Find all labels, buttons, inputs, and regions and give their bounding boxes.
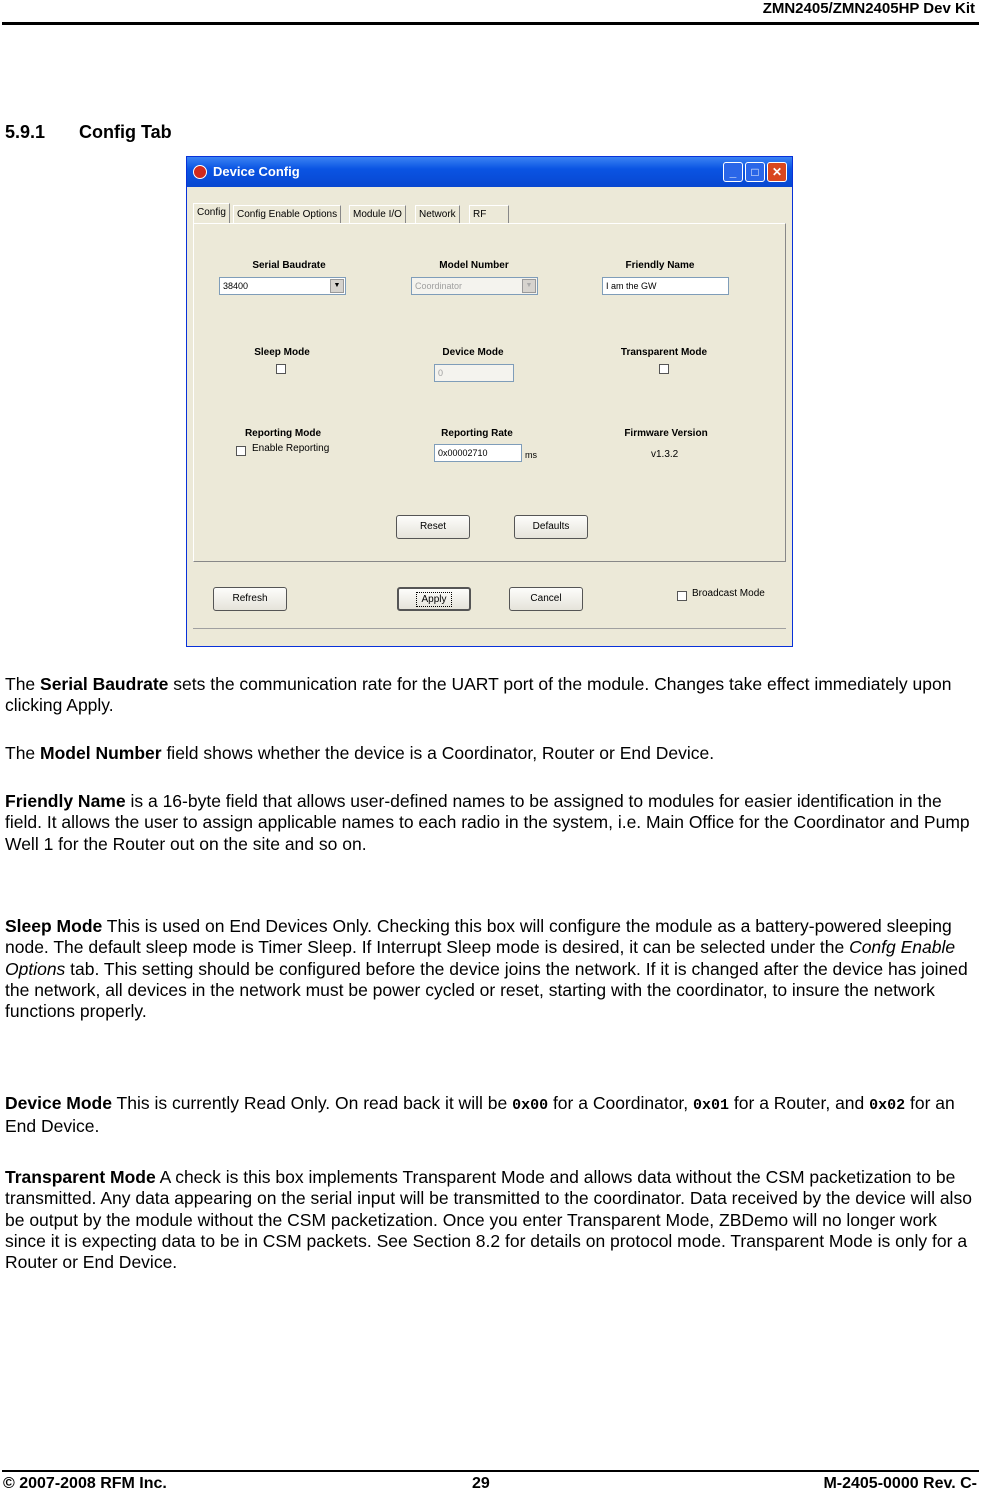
config-panel [193, 223, 786, 562]
footer-copyright: © 2007-2008 RFM Inc. [3, 1475, 167, 1492]
footer-page-number: 29 [472, 1475, 490, 1492]
friendly-name-label: Friendly Name [625, 260, 695, 271]
term-transparent-mode: Transparent Mode [5, 1167, 156, 1187]
para-pre: The [5, 674, 41, 694]
model-number-select [411, 277, 538, 295]
paragraph-sleep-mode [5, 916, 975, 1022]
model-number-label: Model Number [439, 260, 509, 271]
header-title: ZMN2405/ZMN2405HP Dev Kit [762, 0, 975, 17]
maximize-icon[interactable]: □ [745, 162, 765, 182]
paragraph-serial-baudrate [5, 674, 975, 717]
paragraph-friendly-name [5, 791, 975, 855]
para-text: field shows whether the device is a Coordinator, Router or End Device. [161, 743, 715, 763]
tab-config-enable-options[interactable]: Config Enable Options [233, 205, 341, 223]
section-number: 5.9.1 [5, 122, 46, 142]
term-model-number: Model Number [40, 743, 162, 763]
chevron-down-icon: ▼ [522, 279, 536, 293]
friendly-name-value: I am the GW [606, 281, 657, 291]
defaults-button[interactable]: Defaults [514, 515, 588, 539]
reporting-rate-value: 0x00002710 [438, 448, 488, 458]
tab-rf[interactable]: RF [469, 205, 509, 223]
apply-button[interactable] [397, 587, 471, 611]
para-pre: The [5, 743, 41, 763]
device-mode-value: 0 [438, 368, 444, 378]
reset-button[interactable]: Reset [396, 515, 470, 539]
firmware-version-value: v1.3.2 [651, 449, 679, 460]
enable-reporting-checkbox[interactable] [236, 446, 246, 456]
section-title: Config Tab [79, 122, 172, 142]
app-icon [193, 165, 207, 179]
para-text-1: This is currently Read Only. On read back it will be [111, 1093, 513, 1113]
term-serial-baudrate: Serial Baudrate [40, 674, 169, 694]
reporting-rate-input[interactable] [434, 444, 522, 462]
sleep-mode-checkbox[interactable] [276, 364, 286, 374]
tab-network[interactable]: Network [415, 205, 460, 223]
para-text: sets the communication rate for the UART port of the module. Changes take effect immediately upon clicking Apply. [5, 674, 952, 716]
chevron-down-icon[interactable]: ▼ [330, 279, 344, 293]
tab-bar [193, 203, 786, 224]
reporting-rate-unit: ms [525, 450, 537, 460]
footer-rule [2, 1470, 979, 1472]
code-coordinator: 0x00 [512, 1097, 549, 1114]
reporting-mode-label: Reporting Mode [244, 428, 322, 439]
term-friendly-name: Friendly Name [5, 791, 126, 811]
term-device-mode: Device Mode [5, 1093, 112, 1113]
serial-baudrate-value: 38400 [223, 281, 249, 291]
sleep-mode-label: Sleep Mode [254, 347, 310, 358]
tab-config[interactable]: Config [193, 203, 230, 224]
device-config-window [186, 156, 793, 647]
cancel-button[interactable]: Cancel [509, 587, 583, 611]
section-heading [5, 122, 172, 143]
para-text-4: for an End Device. [5, 1093, 955, 1137]
transparent-mode-label: Transparent Mode [620, 347, 708, 358]
friendly-name-input[interactable] [602, 277, 729, 295]
paragraph-device-mode [5, 1093, 975, 1138]
serial-baudrate-select[interactable] [219, 277, 346, 295]
para-text-2: tab. This setting should be configured before the device joins the network. If it is changed after the device has joined the network, all devices in the network must be power cycled or reset, starting with the coordinator, to insure the network functions properly. [5, 958, 968, 1022]
apply-label: Apply [416, 592, 451, 607]
device-mode-input [434, 364, 514, 382]
reporting-rate-label: Reporting Rate [441, 428, 513, 439]
paragraph-model-number [5, 743, 975, 764]
serial-baudrate-label: Serial Baudrate [252, 260, 326, 271]
term-sleep-mode: Sleep Mode [5, 916, 103, 936]
refresh-button[interactable]: Refresh [213, 587, 287, 611]
para-text: A check is this box implements Transparent Mode and allows data without the CSM packetization to be transmitted. Any data appearing on the serial input will be transmitted to the coordinator. Data received by the device will also be output by the module without the CSM packetization. Once you enter Transparent Mode, ZBDemo will no longer work since it is expecting data to be in CSM packets. See Section 8.2 for details on protocol mode. Transparent Mode is only for a Router or End Device. [5, 1167, 972, 1273]
para-text-3: for a Router, and [729, 1093, 870, 1113]
transparent-mode-checkbox[interactable] [659, 364, 669, 374]
footer-doc-number: M-2405-0000 Rev. C- [823, 1475, 977, 1492]
enable-reporting-label: Enable Reporting [252, 443, 330, 454]
window-separator [193, 628, 786, 629]
paragraph-transparent-mode [5, 1167, 975, 1273]
title-bar[interactable] [187, 157, 792, 187]
firmware-version-label: Firmware Version [624, 428, 708, 439]
broadcast-mode-label: Broadcast Mode [692, 588, 765, 599]
model-number-value: Coordinator [415, 281, 463, 291]
para-text-2: for a Coordinator, [548, 1093, 694, 1113]
window-title: Device Config [213, 164, 300, 179]
para-italic: Confg Enable Options [5, 937, 956, 979]
device-mode-label: Device Mode [442, 347, 504, 358]
para-text: is a 16-byte field that allows user-defined names to be assigned to modules for easier identification in the field. It allows the user to assign applicable names to each radio in the system, i.e. Main Office for the Coordinator and Pump Well 1 for the Router out on the site and so on. [5, 791, 970, 854]
broadcast-mode-checkbox[interactable] [677, 591, 687, 601]
code-end-device: 0x02 [869, 1097, 906, 1114]
tab-module-io[interactable]: Module I/O [349, 205, 406, 223]
code-router: 0x01 [693, 1097, 730, 1114]
header-rule [2, 22, 979, 25]
close-icon[interactable]: ✕ [767, 162, 787, 182]
para-text-1: This is used on End Devices Only. Checking this box will configure the module as a battery-powered sleeping node. The default sleep mode is Timer Sleep. If Interrupt Sleep mode is desired, it can be selected under the [5, 916, 952, 958]
minimize-icon[interactable]: _ [723, 162, 743, 182]
